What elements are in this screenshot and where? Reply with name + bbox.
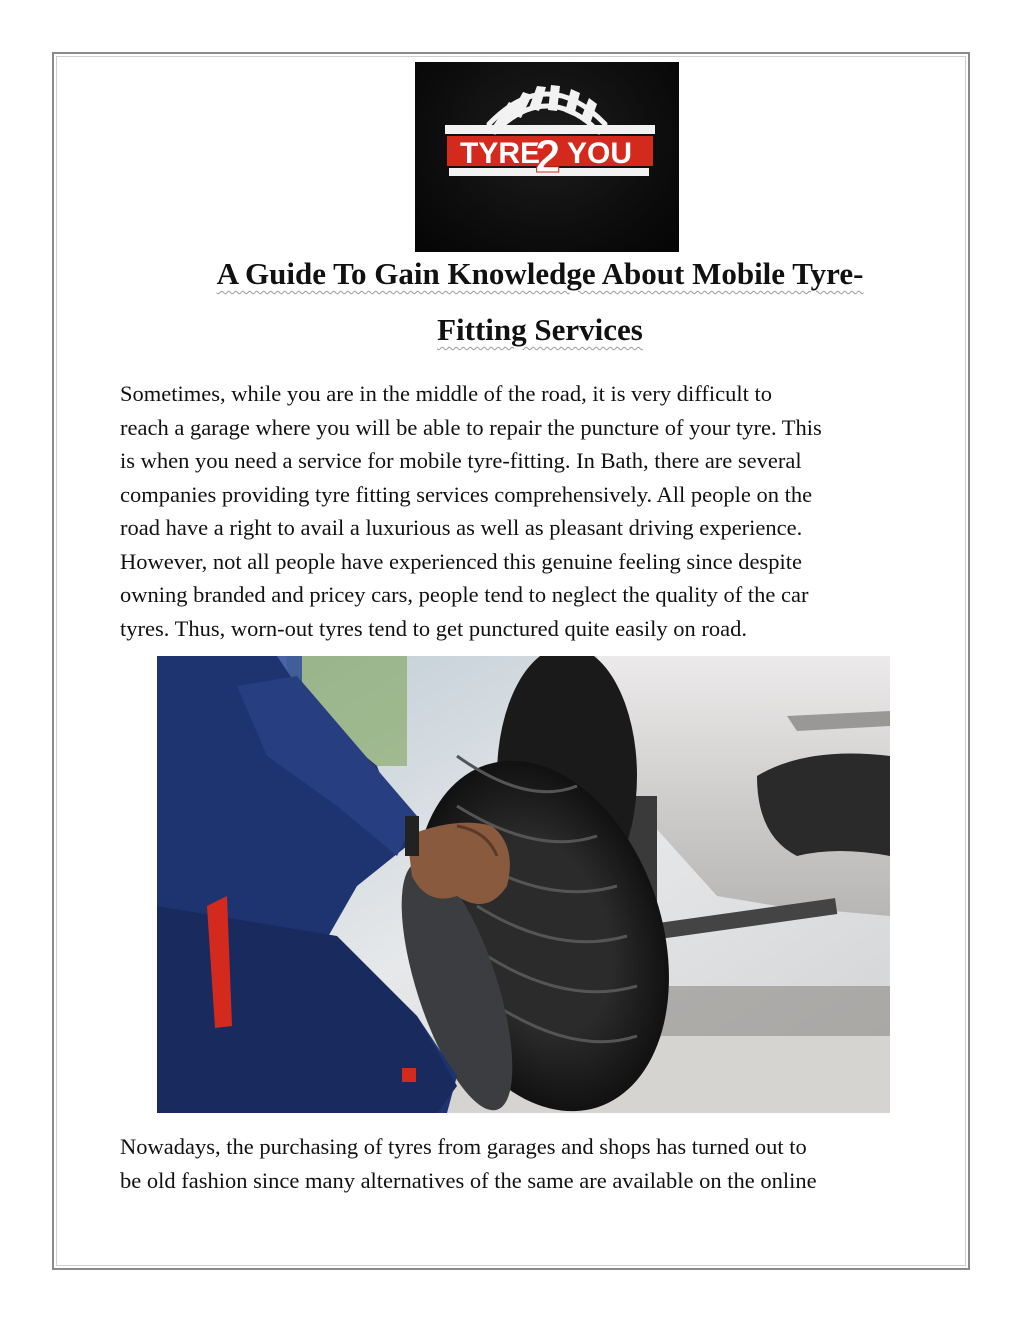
svg-text:YOU: YOU [567,137,633,170]
paragraph-line: Sometimes, while you are in the middle of the road, it is very difficult to [120,381,772,406]
paragraph-line: be old fashion since many alternatives of the same are available on the online [120,1167,817,1193]
paragraph-line: road have a right to avail a luxurious as well as pleasant driving experience. [120,515,803,540]
paragraph-line: tyres. Thus, worn-out tyres tend to get punctured quite easily on road. [120,615,747,641]
intro-paragraph [120,377,970,645]
page-title-line-2: Fitting Services [437,312,643,347]
paragraph-line: However, not all people have experienced this genuine feeling since despite [120,548,802,574]
paragraph-line: reach a garage where you will be able to repair the puncture of your tyre. This [120,414,822,440]
paragraph-line: Nowadays, the purchasing of tyres from garages and shops has turned out to [120,1134,807,1159]
tyre-logo-icon [415,62,679,252]
svg-text:2: 2 [535,130,561,182]
svg-text:TYRE: TYRE [460,137,541,170]
page-title-line-1: A Guide To Gain Knowledge About Mobile Tyre- [216,256,864,291]
paragraph-line: owning branded and pricey cars, people tend to neglect the quality of the car [120,582,809,607]
tyre2you-logo [415,62,679,252]
paragraph-line: companies providing tyre fitting services comprehensively. All people on the [120,481,813,507]
tyre-fitting-image [157,656,890,1113]
second-paragraph [120,1130,970,1197]
mechanic-fitting-tyre-photo [157,656,890,1113]
paragraph-line: is when you need a service for mobile tyre-fitting. In Bath, there are several [120,448,802,473]
